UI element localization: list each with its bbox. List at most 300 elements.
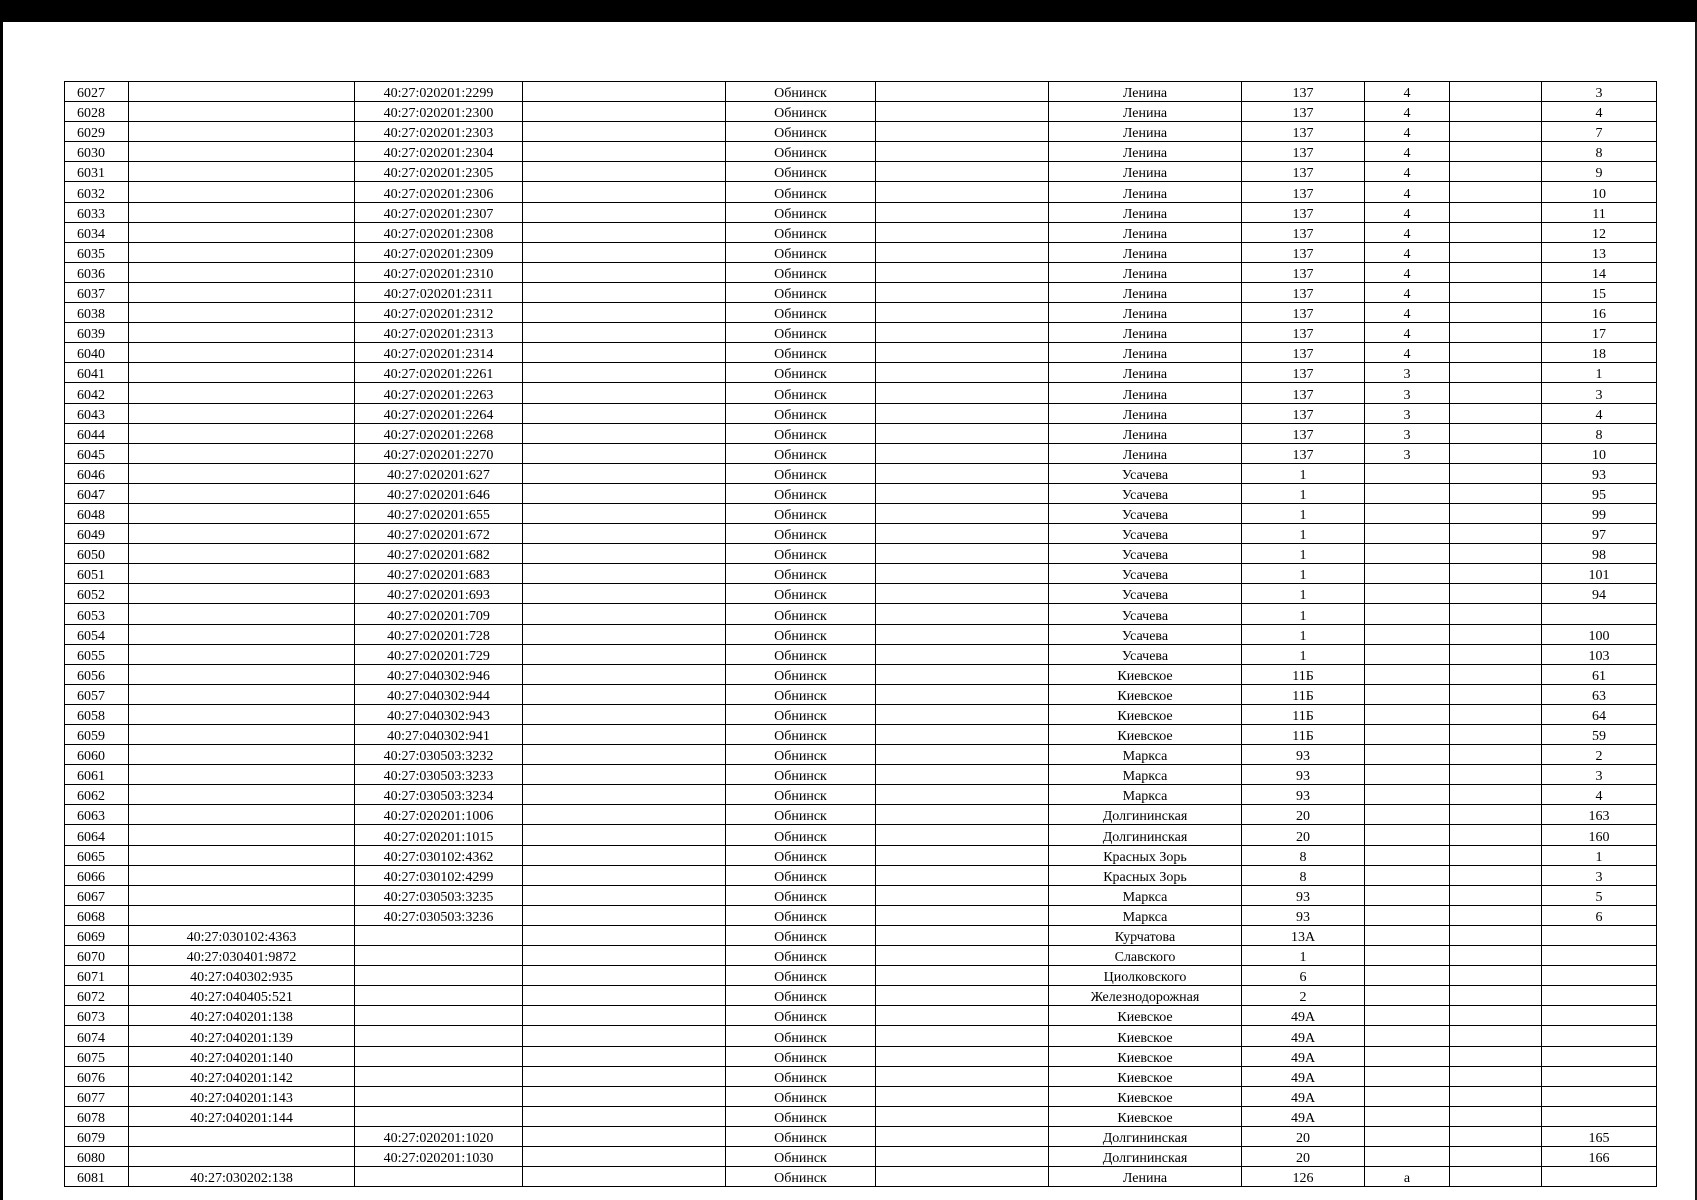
blank-column-cell [523, 604, 726, 624]
apartment-cell [1542, 986, 1657, 1006]
blank-column-cell [1450, 1167, 1542, 1187]
blank-column-cell [876, 282, 1049, 302]
building-cell: 4 [1365, 303, 1450, 323]
row-number-cell: 6057 [65, 684, 129, 704]
blank-column-cell [1450, 403, 1542, 423]
street-cell: Усачева [1049, 544, 1242, 564]
city-cell: Обнинск [726, 503, 876, 523]
land-cadastral-number-cell [129, 262, 355, 282]
blank-column-cell [1450, 323, 1542, 343]
house-number-cell: 1 [1242, 584, 1365, 604]
row-number-cell: 6035 [65, 242, 129, 262]
table-row [65, 966, 1657, 986]
blank-column-cell [1450, 202, 1542, 222]
row-number-cell: 6044 [65, 423, 129, 443]
row-number-cell: 6062 [65, 785, 129, 805]
blank-column-cell [1450, 704, 1542, 724]
table-row [65, 202, 1657, 222]
land-cadastral-number-cell [129, 745, 355, 765]
house-number-cell: 137 [1242, 323, 1365, 343]
city-cell: Обнинск [726, 1106, 876, 1126]
street-cell: Маркса [1049, 765, 1242, 785]
building-cell [1365, 905, 1450, 925]
city-cell: Обнинск [726, 825, 876, 845]
building-cell [1365, 885, 1450, 905]
blank-column-cell [523, 805, 726, 825]
building-cell: 4 [1365, 282, 1450, 302]
blank-column-cell [1450, 303, 1542, 323]
blank-column-cell [1450, 162, 1542, 182]
apartment-cell: 4 [1542, 102, 1657, 122]
table-row [65, 704, 1657, 724]
blank-column-cell [876, 524, 1049, 544]
blank-column-cell [1450, 102, 1542, 122]
table-row [65, 303, 1657, 323]
premises-cadastral-number-cell: 40:27:020201:693 [355, 584, 523, 604]
blank-column-cell [523, 1026, 726, 1046]
table-row [65, 564, 1657, 584]
city-cell: Обнинск [726, 885, 876, 905]
table-row [65, 644, 1657, 664]
blank-column-cell [523, 584, 726, 604]
city-cell: Обнинск [726, 865, 876, 885]
building-cell [1365, 785, 1450, 805]
land-cadastral-number-cell [129, 242, 355, 262]
row-number-cell: 6073 [65, 1006, 129, 1026]
apartment-cell: 166 [1542, 1146, 1657, 1166]
building-cell: 3 [1365, 383, 1450, 403]
blank-column-cell [523, 323, 726, 343]
blank-column-cell [523, 483, 726, 503]
land-cadastral-number-cell [129, 544, 355, 564]
house-number-cell: 1 [1242, 544, 1365, 564]
premises-cadastral-number-cell [355, 966, 523, 986]
blank-column-cell [1450, 1086, 1542, 1106]
blank-column-cell [876, 142, 1049, 162]
building-cell [1365, 986, 1450, 1006]
house-number-cell: 1 [1242, 946, 1365, 966]
apartment-cell: 1 [1542, 363, 1657, 383]
street-cell: Ленина [1049, 282, 1242, 302]
street-cell: Киевское [1049, 1066, 1242, 1086]
house-number-cell: 93 [1242, 885, 1365, 905]
table-row [65, 865, 1657, 885]
blank-column-cell [1450, 584, 1542, 604]
land-cadastral-number-cell: 40:27:040201:144 [129, 1106, 355, 1126]
apartment-cell: 1 [1542, 845, 1657, 865]
blank-column-cell [1450, 544, 1542, 564]
street-cell: Усачева [1049, 584, 1242, 604]
building-cell: 4 [1365, 323, 1450, 343]
building-cell: 3 [1365, 403, 1450, 423]
building-cell [1365, 483, 1450, 503]
city-cell: Обнинск [726, 262, 876, 282]
blank-column-cell [523, 122, 726, 142]
city-cell: Обнинск [726, 122, 876, 142]
table-row [65, 1106, 1657, 1126]
blank-column-cell [1450, 222, 1542, 242]
apartment-cell: 63 [1542, 684, 1657, 704]
table-row [65, 544, 1657, 564]
street-cell: Ленина [1049, 262, 1242, 282]
table-row [65, 946, 1657, 966]
building-cell [1365, 684, 1450, 704]
apartment-cell [1542, 1066, 1657, 1086]
premises-cadastral-number-cell: 40:27:020201:2270 [355, 443, 523, 463]
row-number-cell: 6078 [65, 1106, 129, 1126]
land-cadastral-number-cell [129, 423, 355, 443]
blank-column-cell [523, 363, 726, 383]
city-cell: Обнинск [726, 1026, 876, 1046]
apartment-cell: 10 [1542, 182, 1657, 202]
house-number-cell: 137 [1242, 403, 1365, 423]
blank-column-cell [523, 524, 726, 544]
row-number-cell: 6066 [65, 865, 129, 885]
building-cell [1365, 664, 1450, 684]
premises-cadastral-number-cell: 40:27:020201:672 [355, 524, 523, 544]
building-cell [1365, 463, 1450, 483]
apartment-cell: 160 [1542, 825, 1657, 845]
house-number-cell: 1 [1242, 483, 1365, 503]
city-cell: Обнинск [726, 242, 876, 262]
street-cell: Усачева [1049, 463, 1242, 483]
blank-column-cell [523, 343, 726, 363]
table-row [65, 785, 1657, 805]
premises-cadastral-number-cell: 40:27:020201:2307 [355, 202, 523, 222]
city-cell: Обнинск [726, 925, 876, 945]
table-row [65, 604, 1657, 624]
street-cell: Киевское [1049, 1006, 1242, 1026]
street-cell: Ленина [1049, 202, 1242, 222]
premises-cadastral-number-cell: 40:27:040302:944 [355, 684, 523, 704]
street-cell: Ленина [1049, 222, 1242, 242]
blank-column-cell [876, 986, 1049, 1006]
apartment-cell: 15 [1542, 282, 1657, 302]
building-cell [1365, 1006, 1450, 1026]
premises-cadastral-number-cell: 40:27:020201:655 [355, 503, 523, 523]
row-number-cell: 6046 [65, 463, 129, 483]
blank-column-cell [1450, 443, 1542, 463]
building-cell [1365, 564, 1450, 584]
apartment-cell: 59 [1542, 725, 1657, 745]
row-number-cell: 6055 [65, 644, 129, 664]
building-cell [1365, 704, 1450, 724]
city-cell: Обнинск [726, 323, 876, 343]
premises-cadastral-number-cell: 40:27:020201:2263 [355, 383, 523, 403]
blank-column-cell [1450, 182, 1542, 202]
row-number-cell: 6036 [65, 262, 129, 282]
blank-column-cell [1450, 483, 1542, 503]
blank-column-cell [523, 966, 726, 986]
house-number-cell: 20 [1242, 825, 1365, 845]
table-row [65, 323, 1657, 343]
apartment-cell: 64 [1542, 704, 1657, 724]
blank-column-cell [523, 303, 726, 323]
blank-column-cell [523, 865, 726, 885]
land-cadastral-number-cell [129, 865, 355, 885]
apartment-cell: 95 [1542, 483, 1657, 503]
apartment-cell: 100 [1542, 624, 1657, 644]
blank-column-cell [1450, 765, 1542, 785]
table-row [65, 1167, 1657, 1187]
building-cell [1365, 1086, 1450, 1106]
city-cell: Обнинск [726, 604, 876, 624]
blank-column-cell [523, 986, 726, 1006]
table-row [65, 1126, 1657, 1146]
table-row [65, 262, 1657, 282]
land-cadastral-number-cell [129, 704, 355, 724]
house-number-cell: 1 [1242, 564, 1365, 584]
land-cadastral-number-cell: 40:27:040405:521 [129, 986, 355, 1006]
blank-column-cell [1450, 664, 1542, 684]
city-cell: Обнинск [726, 303, 876, 323]
premises-cadastral-number-cell: 40:27:030102:4362 [355, 845, 523, 865]
row-number-cell: 6068 [65, 905, 129, 925]
city-cell: Обнинск [726, 1126, 876, 1146]
blank-column-cell [876, 1066, 1049, 1086]
land-cadastral-number-cell [129, 684, 355, 704]
land-cadastral-number-cell [129, 624, 355, 644]
house-number-cell: 137 [1242, 222, 1365, 242]
building-cell: 4 [1365, 102, 1450, 122]
blank-column-cell [1450, 684, 1542, 704]
land-cadastral-number-cell [129, 82, 355, 102]
blank-column-cell [523, 503, 726, 523]
blank-column-cell [876, 403, 1049, 423]
building-cell [1365, 524, 1450, 544]
table-row [65, 624, 1657, 644]
land-cadastral-number-cell [129, 182, 355, 202]
row-number-cell: 6050 [65, 544, 129, 564]
row-number-cell: 6060 [65, 745, 129, 765]
building-cell: 4 [1365, 262, 1450, 282]
city-cell: Обнинск [726, 1146, 876, 1166]
apartment-cell [1542, 966, 1657, 986]
blank-column-cell [876, 443, 1049, 463]
table-row [65, 403, 1657, 423]
premises-cadastral-number-cell: 40:27:020201:2314 [355, 343, 523, 363]
blank-column-cell [876, 865, 1049, 885]
land-cadastral-number-cell [129, 383, 355, 403]
apartment-cell: 101 [1542, 564, 1657, 584]
blank-column-cell [1450, 82, 1542, 102]
building-cell [1365, 865, 1450, 885]
premises-cadastral-number-cell: 40:27:030503:3232 [355, 745, 523, 765]
building-cell [1365, 584, 1450, 604]
apartment-cell [1542, 925, 1657, 945]
land-cadastral-number-cell [129, 845, 355, 865]
apartment-cell: 4 [1542, 403, 1657, 423]
table-row [65, 745, 1657, 765]
land-cadastral-number-cell [129, 664, 355, 684]
row-number-cell: 6034 [65, 222, 129, 242]
blank-column-cell [876, 503, 1049, 523]
blank-column-cell [523, 142, 726, 162]
apartment-cell: 14 [1542, 262, 1657, 282]
apartment-cell: 8 [1542, 423, 1657, 443]
street-cell: Курчатова [1049, 925, 1242, 945]
house-number-cell: 93 [1242, 765, 1365, 785]
building-cell: 4 [1365, 242, 1450, 262]
blank-column-cell [523, 885, 726, 905]
row-number-cell: 6076 [65, 1066, 129, 1086]
premises-cadastral-number-cell: 40:27:040302:941 [355, 725, 523, 745]
table-row [65, 1026, 1657, 1046]
city-cell: Обнинск [726, 564, 876, 584]
street-cell: Долгининская [1049, 825, 1242, 845]
house-number-cell: 11Б [1242, 664, 1365, 684]
blank-column-cell [876, 242, 1049, 262]
land-cadastral-number-cell [129, 323, 355, 343]
row-number-cell: 6077 [65, 1086, 129, 1106]
blank-column-cell [876, 122, 1049, 142]
table-row [65, 483, 1657, 503]
city-cell: Обнинск [726, 282, 876, 302]
apartment-cell: 2 [1542, 745, 1657, 765]
land-cadastral-number-cell [129, 303, 355, 323]
land-cadastral-number-cell [129, 463, 355, 483]
apartment-cell: 97 [1542, 524, 1657, 544]
table-row [65, 664, 1657, 684]
blank-column-cell [523, 765, 726, 785]
blank-column-cell [523, 463, 726, 483]
table-row [65, 242, 1657, 262]
city-cell: Обнинск [726, 785, 876, 805]
blank-column-cell [876, 82, 1049, 102]
land-cadastral-number-cell [129, 1126, 355, 1146]
house-number-cell: 1 [1242, 524, 1365, 544]
land-cadastral-number-cell [129, 1146, 355, 1166]
row-number-cell: 6071 [65, 966, 129, 986]
row-number-cell: 6029 [65, 122, 129, 142]
house-number-cell: 6 [1242, 966, 1365, 986]
house-number-cell: 2 [1242, 986, 1365, 1006]
building-cell: 3 [1365, 363, 1450, 383]
blank-column-cell [876, 905, 1049, 925]
blank-column-cell [523, 82, 726, 102]
premises-cadastral-number-cell [355, 1066, 523, 1086]
blank-column-cell [523, 1046, 726, 1066]
street-cell: Долгининская [1049, 1126, 1242, 1146]
blank-column-cell [523, 1167, 726, 1187]
blank-column-cell [523, 925, 726, 945]
house-number-cell: 137 [1242, 142, 1365, 162]
street-cell: Ленина [1049, 383, 1242, 403]
house-number-cell: 137 [1242, 282, 1365, 302]
row-number-cell: 6072 [65, 986, 129, 1006]
apartment-cell: 94 [1542, 584, 1657, 604]
land-cadastral-number-cell [129, 905, 355, 925]
street-cell: Долгининская [1049, 1146, 1242, 1166]
premises-cadastral-number-cell [355, 1046, 523, 1066]
row-number-cell: 6074 [65, 1026, 129, 1046]
blank-column-cell [1450, 905, 1542, 925]
blank-column-cell [876, 423, 1049, 443]
street-cell: Киевское [1049, 1026, 1242, 1046]
blank-column-cell [1450, 966, 1542, 986]
blank-column-cell [876, 684, 1049, 704]
table-row [65, 82, 1657, 102]
blank-column-cell [1450, 805, 1542, 825]
house-number-cell: 49А [1242, 1106, 1365, 1126]
blank-column-cell [876, 1126, 1049, 1146]
house-number-cell: 49А [1242, 1046, 1365, 1066]
blank-column-cell [876, 624, 1049, 644]
city-cell: Обнинск [726, 966, 876, 986]
premises-cadastral-number-cell: 40:27:020201:2306 [355, 182, 523, 202]
premises-cadastral-number-cell: 40:27:020201:729 [355, 644, 523, 664]
building-cell [1365, 1046, 1450, 1066]
blank-column-cell [1450, 463, 1542, 483]
apartment-cell: 7 [1542, 122, 1657, 142]
building-cell [1365, 1106, 1450, 1126]
land-cadastral-number-cell [129, 343, 355, 363]
building-cell [1365, 1066, 1450, 1086]
premises-cadastral-number-cell [355, 1006, 523, 1026]
house-number-cell: 11Б [1242, 704, 1365, 724]
blank-column-cell [1450, 423, 1542, 443]
apartment-cell [1542, 1006, 1657, 1026]
blank-column-cell [1450, 845, 1542, 865]
table-row [65, 282, 1657, 302]
blank-column-cell [1450, 142, 1542, 162]
building-cell [1365, 845, 1450, 865]
blank-column-cell [523, 423, 726, 443]
premises-cadastral-number-cell [355, 946, 523, 966]
blank-column-cell [523, 282, 726, 302]
land-cadastral-number-cell [129, 443, 355, 463]
premises-cadastral-number-cell: 40:27:020201:709 [355, 604, 523, 624]
premises-cadastral-number-cell: 40:27:020201:2299 [355, 82, 523, 102]
blank-column-cell [876, 1006, 1049, 1026]
apartment-cell: 11 [1542, 202, 1657, 222]
premises-cadastral-number-cell: 40:27:020201:646 [355, 483, 523, 503]
blank-column-cell [1450, 1066, 1542, 1086]
premises-cadastral-number-cell [355, 1167, 523, 1187]
blank-column-cell [523, 1126, 726, 1146]
building-cell [1365, 604, 1450, 624]
city-cell: Обнинск [726, 423, 876, 443]
blank-column-cell [876, 343, 1049, 363]
land-cadastral-number-cell: 40:27:030401:9872 [129, 946, 355, 966]
blank-column-cell [876, 604, 1049, 624]
blank-column-cell [1450, 865, 1542, 885]
table-row [65, 905, 1657, 925]
apartment-cell: 4 [1542, 785, 1657, 805]
city-cell: Обнинск [726, 765, 876, 785]
land-cadastral-number-cell [129, 142, 355, 162]
blank-column-cell [523, 1006, 726, 1026]
table-row [65, 182, 1657, 202]
premises-cadastral-number-cell: 40:27:030503:3235 [355, 885, 523, 905]
blank-column-cell [1450, 946, 1542, 966]
city-cell: Обнинск [726, 102, 876, 122]
building-cell [1365, 1026, 1450, 1046]
land-cadastral-number-cell: 40:27:040302:935 [129, 966, 355, 986]
street-cell: Циолковского [1049, 966, 1242, 986]
street-cell: Красных Зорь [1049, 845, 1242, 865]
blank-column-cell [523, 1146, 726, 1166]
blank-column-cell [523, 262, 726, 282]
land-cadastral-number-cell [129, 604, 355, 624]
apartment-cell: 165 [1542, 1126, 1657, 1146]
blank-column-cell [876, 584, 1049, 604]
premises-cadastral-number-cell: 40:27:030503:3234 [355, 785, 523, 805]
building-cell: 4 [1365, 142, 1450, 162]
apartment-cell: 18 [1542, 343, 1657, 363]
blank-column-cell [523, 644, 726, 664]
street-cell: Ленина [1049, 162, 1242, 182]
